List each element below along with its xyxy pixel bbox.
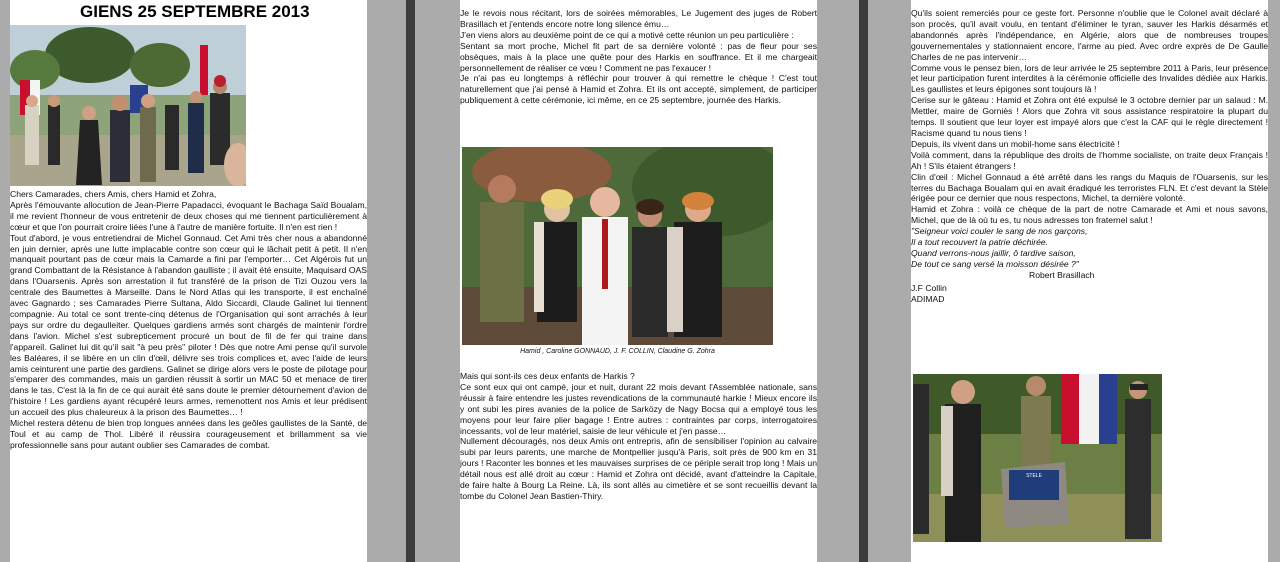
paragraph: Je n'ai pas eu longtemps à réfléchir pour trouver à qui remettre le chèque ! C'est tout naturellement que j'ai pensé à Hamid et Zohra. Et ils ont accepté, simplement, de participer publiquement à cette cérémonie, ici même, en ce 25 septembre, journée des Harkis. [460, 73, 817, 106]
document-page-3 [911, 0, 1268, 562]
poem-line: Quand verrons-nous jaillir, ô tardive saison, [911, 247, 1076, 258]
signature-line: J.F Collin [911, 282, 947, 293]
document-page-2 [460, 0, 817, 562]
group-photo [462, 147, 773, 345]
plaque-text: STELE [1026, 473, 1042, 479]
ceremony-photo [10, 25, 246, 186]
signature-line: ADIMAD [911, 293, 945, 304]
paragraph: Ce sont eux qui ont campé, jour et nuit, durant 22 mois devant l'Assemblée nationale, sans réussir à faire entendre les justes revendications de la communauté harkie ! Mieux encore ils y ont subi les pires avanies de la police de Sarközy de Nagy Bocsa qui a employé tous les moyens pour leur faire plier bagage ! Entre autres : contraintes par corps, interrogatoires incessants, vol de leur matériel, saisie de leur véhicule et j'en passe… [460, 381, 817, 436]
paragraph: Mais qui sont-ils ces deux enfants de Harkis ? [460, 371, 635, 381]
poem-line: De tout ce sang versé la moisson désirée ?" [911, 258, 1079, 269]
page-gap-right [859, 0, 868, 562]
paragraph: Clin d'œil : Michel Gonnaud a été arrêté dans les rangs du Maquis de l'Ouarsenis, sur les terres du Bachaga Boualam qui en avait éradiqué les terroristes FLN. Et c'est devant la Stèle érigée pour ce dernier que nous respectons, Michel, ta dernière volonté. [911, 171, 1268, 204]
poem-line: "Seigneur voici couler le sang de nos garçons, [911, 226, 1088, 237]
poem-line: Il a tout recouvert la patrie déchirée. [911, 237, 1049, 248]
photo-caption: Hamid , Caroline GONNAUD, J. F. COLLIN, Claudine G. Zohra [520, 348, 715, 355]
paragraph: Nullement découragés, nos deux Amis ont entrepris, afin de sensibiliser l'opinion au calvaire subi par leurs parents, une marche de Montpellier jusqu'à Paris, soit près de 900 km en 31 jours ! Raconter les bonnes et les mauvaises surprises de ce périple serait trop long ! Mais un détail nous est allé droit au cœur : Hamid et Zohra ont décidé, avant d'atteindre la Capitale, de faire halte à Bourg La Reine. Là, ils sont allés au cimetière et se sont recueillis devant la tombe du Colonel Jean Bastien-Thiry. [460, 436, 817, 501]
page2-body-bottom [460, 371, 817, 502]
paragraph: Après l'émouvante allocution de Jean-Pierre Papadacci, évoquant le Bachaga Saïd Boualam, il me revient l'honneur de vous entretenir de deux choses qui me tiennent particulièrement à cœur et que l'on pourrait croire liées l'une à l'autre de manière fortuite. Il n'en est rien ! [10, 199, 367, 232]
paragraph: Comme vous le pensez bien, lors de leur arrivée le 25 septembre 2011 à Paris, leur présence et leur participation furent interdites à la cérémonie officielle des Invalides dédiée aux Harkis. Les gaullistes et leurs épigones sont toujours là ! [911, 62, 1268, 95]
paragraph: Michel restera détenu de bien trop longues années dans les geôles gaullistes de la Santé, de Toul et au camp de Thol. Libéré il réussira courageusement et brillamment sa vie professionnelle sans pour autant oublier ses Camarades de combat. [10, 418, 367, 450]
paragraph: J'en viens alors au deuxième point de ce qui a motivé cette réunion un peu particulière : [460, 29, 794, 40]
poem-author: Robert Brasillach [1029, 269, 1095, 280]
stele-ceremony-photo [913, 374, 1162, 542]
paragraph: Cerise sur le gâteau : Hamid et Zohra ont été expulsé le 3 octobre dernier par un salaud : M. Mettler, maire de Gorniès ! Alors que Zohra vit sous assistance respiratoire la plupart du temps. Il soutient que leur loyer est impayé alors que c'est la CAF qui le règle directement ! Racisme quand tu nous tiens ! [911, 95, 1268, 138]
page3-body [911, 8, 1268, 304]
paragraph: Depuis, ils vivent dans un mobil-home sans électricité ! [911, 138, 1120, 149]
paragraph: Qu'ils soient remerciés pour ce geste fort. Personne n'oublie que le Colonel avait déclaré à son procès, qu'il avait voulu, en tentant d'éliminer le tyran, sauver les Harkis désarmés et abandonnés après l'indépendance, en Algérie, alors que de nombreuses troupes gouvernementales y stationnaient encore, l'arme au pied. Avec ordre exprès de De Gaulle Charles de ne pas intervenir… [911, 8, 1268, 62]
page-title: GIENS 25 SEPTEMBRE 2013 [80, 2, 310, 21]
paragraph: Tout d'abord, je vous entretiendrai de Michel Gonnaud. Cet Ami très cher nous a abandonné en juin dernier, après une lutte implacable contre son cœur qui le lâchait petit à petit. Il n'en manquait pourtant pas de cœur mais la Camarde a fini par l'emporter… Cet Algérois fut un grand Combattant de la Résistance à l'abandon gaulliste ; il avait été ensuite, Maquisard OAS dans l'Ouarsenis. Après son arrestation il fut transféré de la prison de Tizi Ouzou vers la centrale des Baumettes à Marseille. Dans le Nord Atlas qui les transporte, il est enchaîné avec Gagnardo ; ses Camarades Pierre Sultana, Aldo Siccardi, Claude Galinet lui tiennent compagnie. Au total ce sont trente-cinq détenus de l'Organisation qui sont arrachés à leur pays sur ordre du degaulleiter. Quelques gardiens armés sont chargés de maintenir l'ordre dans l'avion. Michel s'est subrepticement procuré un bout de fil de fer qui traine dans l'appareil. Galinet lui dit qu'il sait "à peu près" piloter ! Dès que notre Ami pense qu'il survole les Baléares, il se libère en un clin d'œil, délivre ses trois complices et, avec l'aide de leurs amis ceinturent une partie des gardiens. Galinet se dirige alors vers le poste de pilotage pour s'emparer des commandes, mais un gardien réussit à sortir un MAC 50 et menace de tirer dans le tas. C'est là la fin de ce qui aurait été sans doute le premier détournement d'avion de l'histoire ! Les gardiens ayant récupéré leurs armes, remenottent nos Amis et leur prédisent un accueil des plus chaleureux à la prison des Baumettes… ! [10, 232, 367, 418]
paragraph: Je le revois nous récitant, lors de soirées mémorables, Le Jugement des juges de Robert Brasillach et j'entends encore notre long silence ému… [460, 8, 817, 29]
page2-body-top [460, 8, 817, 106]
paragraph: Chers Camarades, chers Amis, chers Hamid et Zohra, [10, 189, 217, 199]
paragraph: Hamid et Zohra : voilà ce chèque de la part de notre Camarade et Ami et nous savons, Michel, que de là où tu es, tu nous adresses ton fraternel salut ! [911, 204, 1268, 226]
paragraph: Sentant sa mort proche, Michel fit part de sa dernière volonté : pas de fleur pour ses obsèques, mais à la place une quête pour des Harkis en souffrance. Et il me chargeait personnellement de réaliser ce vœu ! Comment ne pas l'exaucer ! [460, 40, 817, 73]
page-gap-left [406, 0, 415, 562]
document-page-1 [10, 0, 367, 562]
paragraph: Voilà comment, dans la république des droits de l'homme socialiste, on traite deux Français ! Ah ! S'ils étaient étrangers ! [911, 149, 1268, 171]
page1-body [10, 189, 367, 451]
